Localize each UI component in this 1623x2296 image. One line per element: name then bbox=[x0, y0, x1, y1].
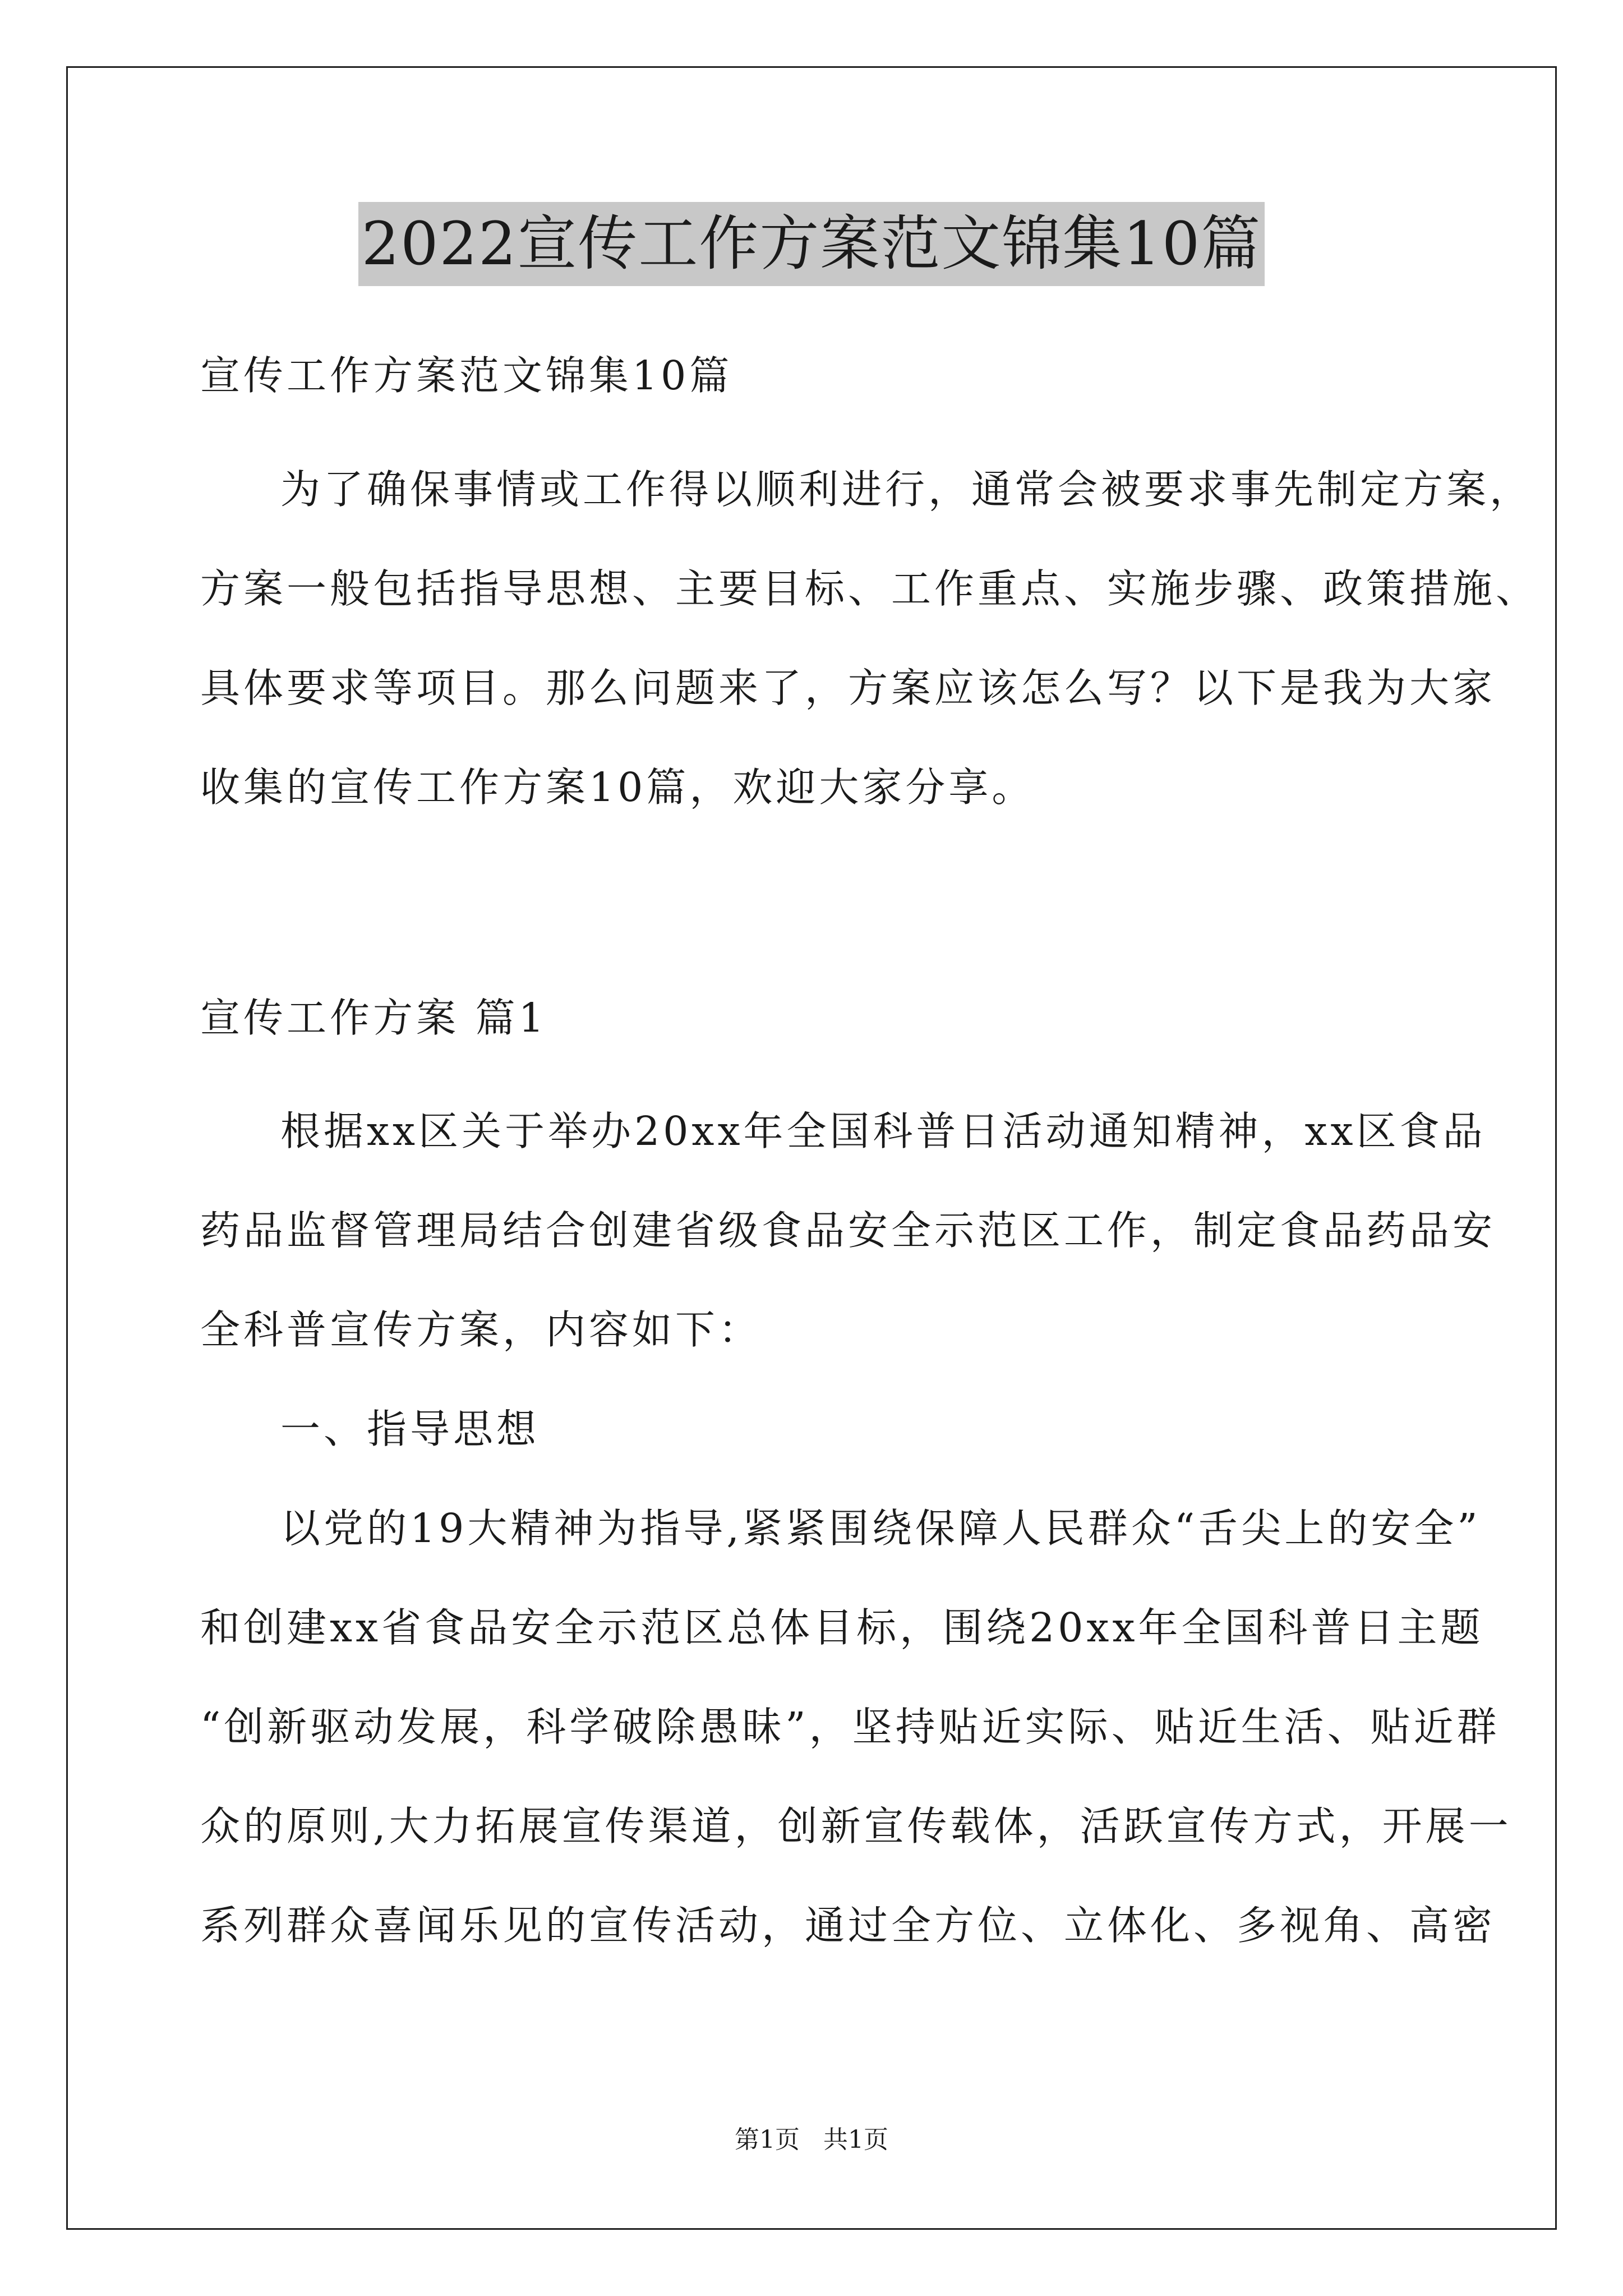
intro-line-2: 方案一般包括指导思想、主要目标、工作重点、实施步骤、政策措施、 bbox=[200, 565, 1539, 612]
guidance-line-2: 和创建xx省食品安全示范区总体目标，围绕20xx年全国科普日主题 bbox=[200, 1604, 1484, 1651]
intro-line-4: 收集的宣传工作方案10篇，欢迎大家分享。 bbox=[200, 764, 1035, 811]
page-footer: 第1页 共1页 bbox=[735, 2125, 888, 2154]
guidance-line-5: 系列群众喜闻乐见的宣传活动，通过全方位、立体化、多视角、高密 bbox=[200, 1902, 1496, 1949]
subheading: 一、指导思想 bbox=[280, 1406, 540, 1452]
subtitle: 宣传工作方案范文锦集10篇 bbox=[200, 352, 733, 399]
section-line-1: 根据xx区关于举办20xx年全国科普日活动通知精神，xx区食品 bbox=[280, 1108, 1486, 1154]
title-container bbox=[0, 202, 1623, 286]
section-line-2: 药品监督管理局结合创建省级食品安全示范区工作，制定食品药品安 bbox=[200, 1207, 1496, 1254]
guidance-line-1: 以党的19大精神为指导,紧紧围绕保障人民群众“舌尖上的安全” bbox=[280, 1505, 1481, 1552]
guidance-line-4: 众的原则,大力拓展宣传渠道，创新宣传载体，活跃宣传方式，开展一 bbox=[200, 1803, 1512, 1849]
section-heading: 宣传工作方案 篇1 bbox=[200, 995, 547, 1041]
section-line-3: 全科普宣传方案，内容如下： bbox=[200, 1306, 762, 1353]
guidance-line-3: “创新驱动发展，科学破除愚昧”，坚持贴近实际、贴近生活、贴近群 bbox=[200, 1704, 1500, 1750]
intro-line-1: 为了确保事情或工作得以顺利进行，通常会被要求事先制定方案， bbox=[280, 466, 1533, 513]
document-title: 2022宣传工作方案范文锦集10篇 bbox=[358, 202, 1265, 286]
intro-line-3: 具体要求等项目。那么问题来了，方案应该怎么写？以下是我为大家 bbox=[200, 665, 1496, 711]
